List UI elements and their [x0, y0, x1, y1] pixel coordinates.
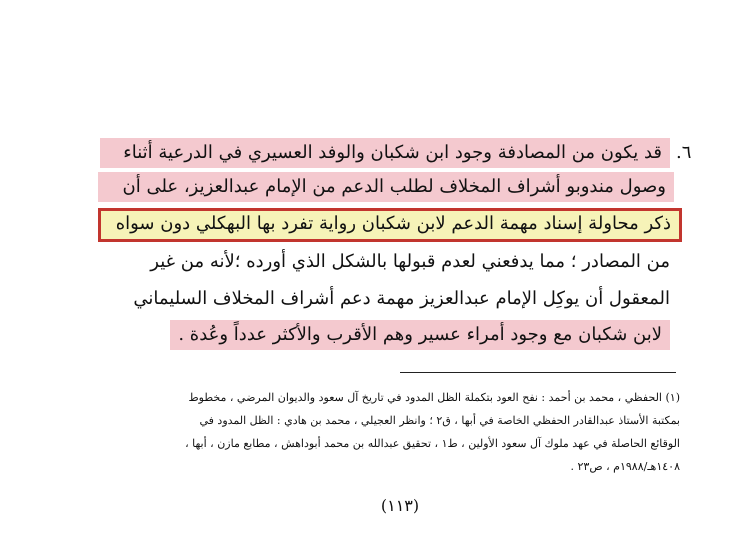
- text-line-2: وصول مندوبو أشراف المخلاف لطلب الدعم من الإمام عبدالعزيز، على أن: [98, 172, 674, 202]
- footnote-line-4: ١٤٠٨هـ/١٩٨٨م ، ص٢٣ .: [570, 460, 680, 473]
- text-line-6: لابن شكبان مع وجود أمراء عسير وهم الأقرب والأكثر عدداً وعُدة .: [170, 320, 670, 350]
- text-line-5: المعقول أن يوكِل الإمام عبدالعزيز مهمة دعم أشراف المخلاف السليماني: [133, 288, 670, 309]
- text-line-3-boxed: ذكر محاولة إسناد مهمة الدعم لابن شكبان رواية تفرد بها البهكلي دون سواه: [98, 208, 682, 242]
- text-line-4: من المصادر ؛ مما يدفعني لعدم قبولها بالشكل الذي أورده ؛لأنه من غير: [150, 251, 670, 272]
- page-number: (١١٣): [380, 496, 420, 515]
- footnote-separator: [400, 372, 676, 373]
- footnote-line-2: بمكتبة الأستاذ عبدالقادر الحفظي الخاصة في أبها ، ق٢ ؛ وانظر العجيلي ، محمد بن هادي : الظل المدود في: [199, 414, 680, 427]
- text-line-1: قد يكون من المصادفة وجود ابن شكبان والوفد العسيري في الدرعية أثناء: [100, 138, 670, 168]
- paragraph-number: ٦.: [676, 142, 692, 163]
- footnote-line-3: الوقائع الحاصلة في عهد ملوك آل سعود الأولين ، ط١ ، تحقيق عبدالله بن محمد أبوداهش ، مطابع مازن ، أبها ،: [185, 437, 680, 450]
- footnote-line-1: (١) الحفظي ، محمد بن أحمد : نفح العود بتكملة الظل المدود في تاريخ آل سعود والديوان المرضي ، مخطوط: [188, 391, 680, 404]
